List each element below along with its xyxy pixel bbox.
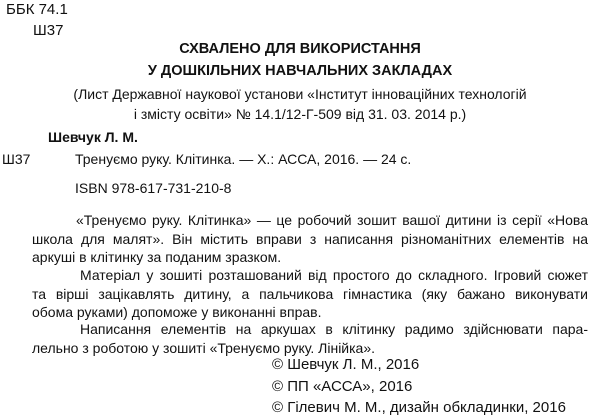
annotation-p1-line-2: школа для малят». Він містить вправи з написання різноманітних елементів на xyxy=(32,230,588,247)
book-title-line: Тренуємо руку. Клітинка. — Х.: АССА, 2016. — 24 с. xyxy=(75,151,412,167)
copyright-publisher: © ПП «АССА», 2016 xyxy=(272,378,413,395)
annotation-p1-line-1: «Тренуємо руку. Клітинка» — це робочий зошит вашої дитини із серії «Нова xyxy=(76,212,588,228)
annotation-paragraph-1 xyxy=(32,211,588,267)
letter-line-1: (Лист Державної наукової установи «Інститут інноваційних технологій xyxy=(73,86,527,102)
isbn: ISBN 978-617-731-210-8 xyxy=(75,180,232,196)
author-code-top: Ш37 xyxy=(33,22,64,39)
copyright-author: © Шевчук Л. М., 2016 xyxy=(272,356,420,373)
annotation-p3-line-2: лельно з роботою у зошиті «Тренуємо руку. Лінійка». xyxy=(32,339,376,356)
annotation-paragraph-3 xyxy=(32,320,588,357)
annotation-p2-line-1: Матеріал у зошиті розташований від простого до складного. Ігровий сюжет xyxy=(80,267,588,283)
annotation-p2-line-2: та вірші зацікавлять дитину, а пальчикова гімнастика (яку бажано виконувати xyxy=(32,285,588,302)
annotation-p2-line-3: обома руками) допоможе у виконанні вправ. xyxy=(32,304,322,320)
annotation-p3-line-1: Написання елементів на аркушах в клітинку радимо здійснювати пара- xyxy=(80,321,588,337)
bbk-index: ББК 74.1 xyxy=(6,1,68,18)
approval-line-1: СХВАЛЕНО ДЛЯ ВИКОРИСТАННЯ xyxy=(179,41,421,57)
annotation-p1-line-3: аркуші в клітинку за поданим зразком. xyxy=(32,249,282,265)
annotation-paragraph-2 xyxy=(32,266,588,322)
copyright-cover-design: © Гілевич М. М., дизайн обкладинки, 2016 xyxy=(272,399,566,416)
author-name: Шевчук Л. М. xyxy=(48,129,138,145)
letter-line-2: і змісту освіти» № 14.1/12-Г-509 від 31. 03. 2014 р.) xyxy=(133,106,467,122)
author-code: Ш37 xyxy=(2,151,31,167)
approval-line-2: У ДОШКІЛЬНИХ НАВЧАЛЬНИХ ЗАКЛАДАХ xyxy=(147,63,453,79)
